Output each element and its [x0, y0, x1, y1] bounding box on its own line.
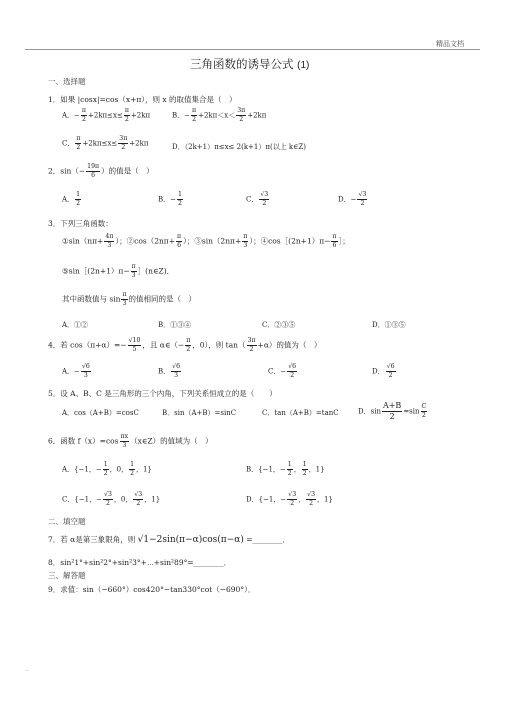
q3-option-a: A．①②	[62, 321, 89, 329]
q3-expressions-2: ⑤sin［(2n+1）π− $\frac{\pi}{3}$ ］(n∈Z)．	[62, 263, 175, 280]
q1-stem: 1．如果 |cosx|=cos（x+π），则 x 的取值集合是（ ）	[48, 95, 237, 104]
q7-stem: 7．若 α是第三象限角，则 √1−2sin(π−α)cos(π−α) =________．	[48, 535, 291, 545]
q5-option-a: A．cos（A+B）=cosC	[62, 409, 139, 417]
q2-option-d: D．− $\frac{√3}{2}$	[338, 191, 367, 208]
q3-question: 其中函数值与 sin $\frac{\pi}{3}$ 的值相同的是（ ）	[62, 291, 197, 308]
q9-stem: 9．求值：sin（−660°）cos420°−tan330°cot（−690°）．	[48, 585, 256, 594]
q1-option-a: A．− $\frac{\pi}{2}$ +2kπ≤x≤ $\frac{\pi}{2}$ +2kπ	[62, 107, 151, 124]
q6-stem: 6．函数 f（x）=cos $\frac{\pi x}{3}$ （x∈Z）的值域为（ ）	[48, 433, 213, 450]
q8-stem: 8．sin²1°+sin²2°+sin²3°+⋯+sin²89°=________．	[48, 558, 232, 567]
q7-expression: √1−2sin(π−α)cos(π−α)	[137, 535, 244, 545]
q5-option-d: D．sin $\frac{A+B}{2}$ =sin $\frac{C}{2}$	[358, 401, 427, 421]
q4-stem: 4．若 cos（π+α）=− $\frac{√10}{5}$ ，且 α∈（− $\frac{\pi}{2}$ ，0），则 tan（ $\frac{3\pi}{2}$ +α）的值为（ ）	[48, 337, 322, 354]
page-title	[190, 56, 309, 72]
section-answer: 三、解答题	[48, 571, 86, 580]
q3-option-d: D．①③⑤	[372, 321, 406, 329]
q6-option-d: D．{−1，− $\frac{√3}{2}$ ， $\frac{√3}{2}$ ，1}	[246, 491, 333, 508]
section-fill: 二、填空题	[48, 517, 86, 526]
q6-option-a: A．{−1，− $\frac{1}{2}$ ，0， $\frac{1}{2}$ ，1}	[62, 461, 152, 478]
q2-stem: 2．sin（− $\frac{19\pi}{6}$ ）的值是（ ）	[48, 163, 154, 180]
q3-option-b: B．①③④	[158, 321, 192, 329]
q1-option-b: B．− $\frac{\pi}{2}$ +2kπ＜x＜ $\frac{3\pi}{2}$ +2kπ	[172, 107, 267, 124]
q3-stem: 3．下列三角函数：	[48, 219, 113, 228]
header-rule	[25, 49, 480, 50]
q5-option-b: B．sin（A+B）=sinC	[162, 409, 237, 417]
section-choice: 一、选择题	[48, 77, 86, 86]
q6-option-c: C．{−1，− $\frac{√3}{2}$ ，0， $\frac{√3}{2}$ ，1}	[62, 491, 161, 508]
q2-option-c: C． $\frac{√3}{2}$	[246, 191, 269, 208]
q5-stem: 5．设 A、B、C 是三角形的三个内角，下列关系恒成立的是（ ）	[48, 389, 277, 398]
q5-option-c: C．tan（A+B）=tanC	[262, 409, 339, 417]
footer-dot: .	[26, 666, 28, 673]
q2-option-b: B．− $\frac{1}{2}$	[158, 191, 182, 208]
q3-option-c: C．②③⑤	[262, 321, 296, 329]
q6-option-b: B．{−1，− $\frac{1}{2}$ ， $\frac{1}{2}$ ，1}	[246, 461, 325, 478]
q3-expressions-1: ①sin（nπ+ $\frac{4\pi}{3}$ ）；②cos（2nπ+ $\frac{\pi}{6}$ ）；③sin（2nπ+ $\frac{\pi}{3}$ ）；④cos［(2n+1）π− $\frac{\pi}{6}$ ］；	[62, 233, 350, 250]
q2-option-a: A． $\frac{1}{2}$	[62, 191, 80, 208]
q4-option-a: A．− $\frac{√6}{3}$	[62, 363, 90, 380]
q4-option-b: B． $\frac{√6}{3}$	[158, 363, 181, 380]
q1-option-c: C． $\frac{\pi}{2}$ +2kπ≤x≤ $\frac{3\pi}{2}$ +2kπ	[62, 135, 149, 152]
q1-option-d: D．（2k+1）π≤x≤ 2(k+1）π(以上 k∈Z)	[172, 143, 306, 151]
q4-option-c: C．− $\frac{√6}{2}$	[268, 363, 297, 380]
title-num: (1)	[297, 60, 310, 71]
header-label: 精品文档	[436, 40, 464, 48]
q4-option-d: D． $\frac{√6}{2}$	[372, 363, 395, 380]
title-main: 三角函数的诱导公式	[190, 57, 294, 71]
